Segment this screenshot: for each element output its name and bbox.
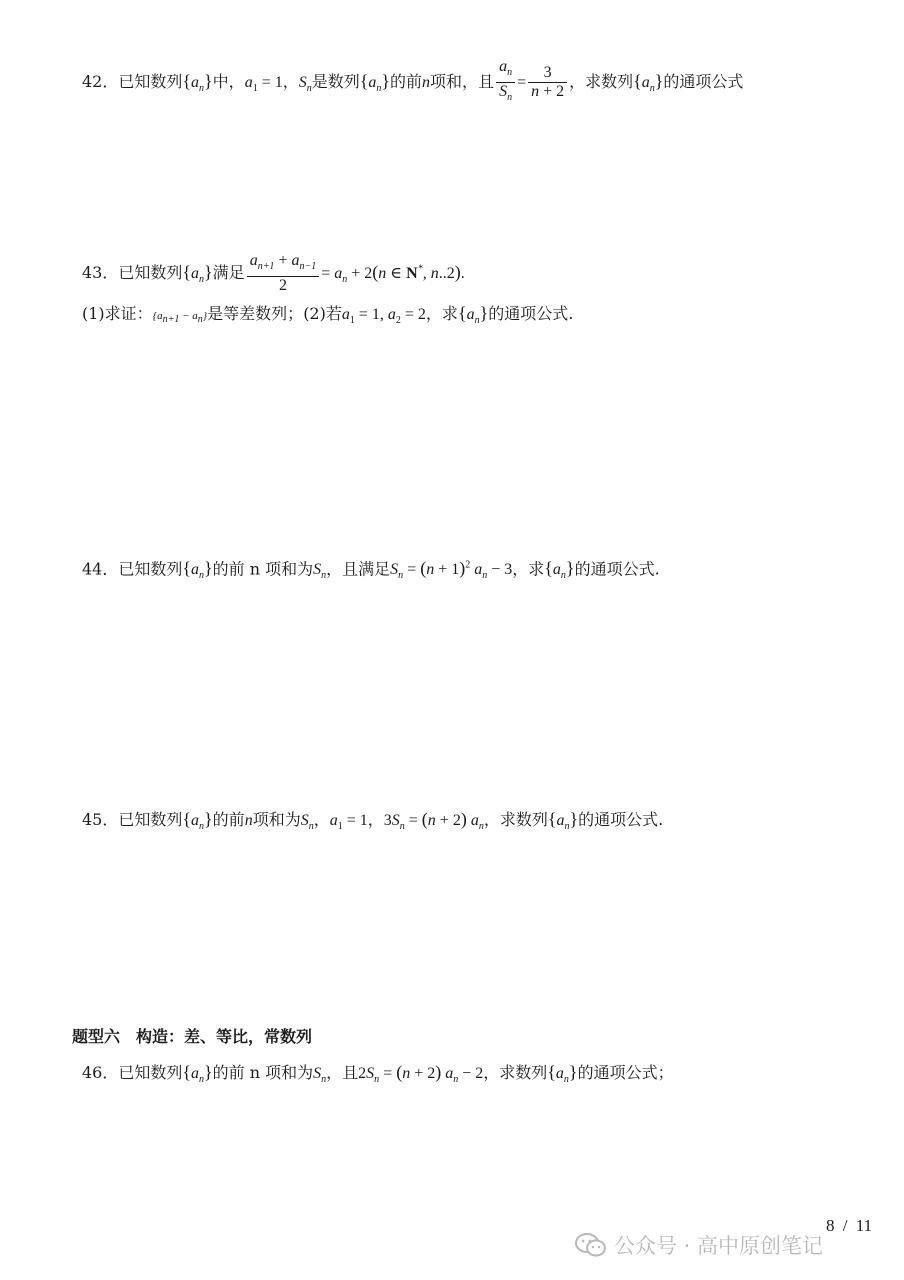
formula-recurrence-rhs: = $a_n + 2(n$ ∈ N*, n..2) [321,262,461,286]
formula-an-set: $\{a_n\}$ [182,71,213,95]
formula-an-over-sn: $\frac{a_n}{S_n}$ [496,58,515,107]
formula-recurrence-fraction: $\frac{a_{n+1} + a_{n-1}}{2}$ [247,252,320,295]
formula-a1-eq-1: $a_1 = 1$ [244,74,283,95]
question-44: 44．已知数列$\{a_n\}$的前 n 项和为$S_n$，且满足$S_n = (n + 1)^2$ $a_n - 3$，求$\{a_n\}$的通项公式. [82,558,660,582]
question-45: 45．已知数列$\{a_n\}$的前n项和为$S_n$，$a_1 = 1$，$3S_n = (n + 2)$ $a_n$，求数列$\{a_n\}$的通项公式. [82,809,664,833]
section-title: 题型六 构造：差、等比，常数列 [72,1027,313,1046]
question-42: 42．已知数列$\{a_n\}$中，$a_1 = 1$，$S_n$是数列$\{a_n\}$的前n项和，且 $\frac{a_n}{S_n}$ = $\frac{3}{n + 2}$ ，求数列$\{a_n\}$的通项公式 [82,58,743,107]
formula-3-over-n-plus-2: $\frac{3}{n + 2}$ [528,64,567,101]
watermark [574,1230,823,1260]
formula-difference-sequence: $\{a_{n+1} - a_n\}$ [152,310,208,326]
formula-2sn-relation: $2S_n = (n + 2) a_n - 2$ [358,1062,484,1086]
watermark-text: 公众号 · 高中原创笔记 [614,1234,824,1258]
question-43: 43．已知数列$\{a_n\}$满足 $\frac{a_{n+1} + a_{n-1}}{2}$ = $a_n + 2(n$ ∈ N*, n..2). [82,252,465,295]
formula-initial-values: $a_1 = 1$, $a_2 = 2$ [341,306,426,327]
formula-sn-relation: $S_n = (n + 1)^2$ $a_n - 3$ [390,558,513,582]
wechat-icon [574,1232,608,1258]
question-43-parts: (1)求证：$\{a_{n+1} - a_n\}$是等差数列；(2)若$a_1 = 1$, $a_2 = 2$，求$\{a_n\}$的通项公式. [82,303,574,327]
formula-3sn-relation: $3S_n = (n + 2)$ $a_n$ [383,809,484,833]
question-46: 46．已知数列$\{a_n\}$的前 n 项和为$S_n$，且$2S_n = (n + 2) a_n - 2$，求数列$\{a_n\}$的通项公式； [82,1062,674,1086]
page-number: 8 / 11 [826,1216,873,1235]
